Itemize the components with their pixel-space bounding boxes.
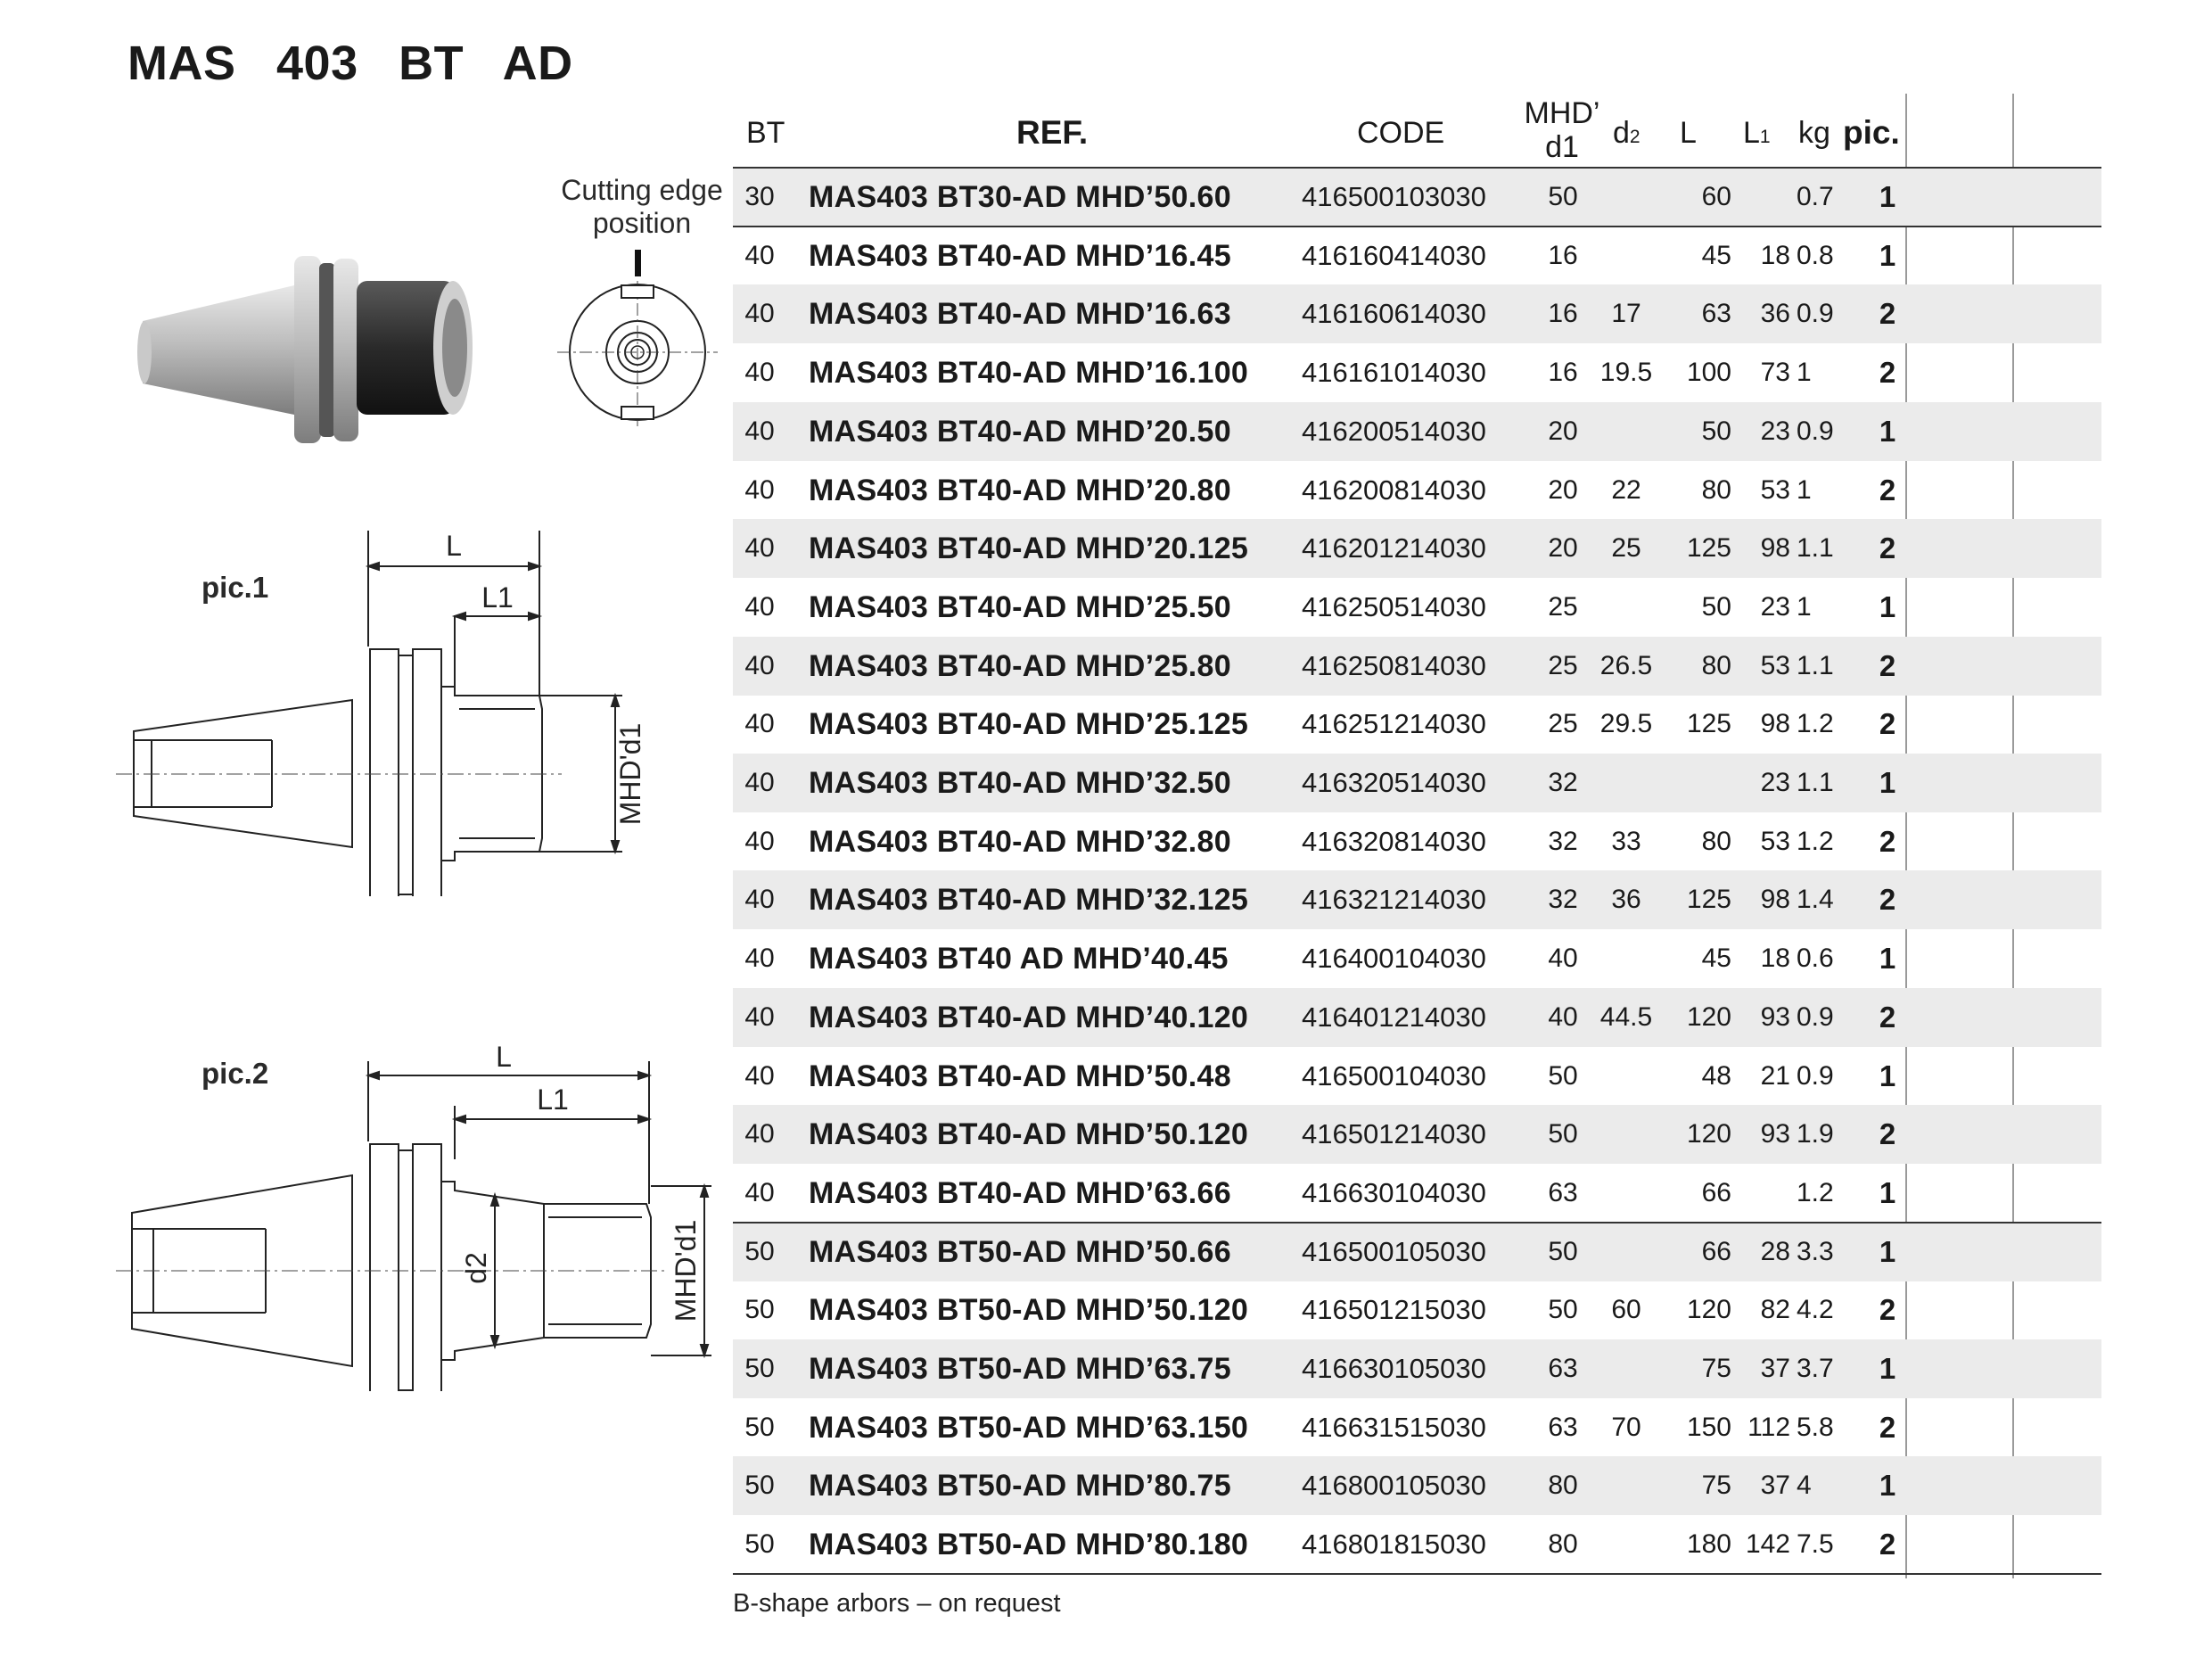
cell-bt: 40 [744, 299, 775, 329]
table-row [733, 402, 2101, 461]
cell-pic: 1 [1879, 942, 1896, 976]
cell-l1: 37 [1760, 1354, 1790, 1383]
cell-l1: 112 [1747, 1412, 1790, 1442]
cell-l1: 98 [1760, 885, 1790, 915]
cell-pic: 1 [1879, 1175, 1896, 1209]
cell-ref: MAS403 BT40-AD MHD’50.120 [809, 1117, 1249, 1152]
cell-ref: MAS403 BT40-AD MHD’16.63 [809, 297, 1231, 332]
cell-l1: 53 [1760, 474, 1790, 505]
table-row [733, 227, 2101, 285]
cell-kg: 4.2 [1797, 1295, 1834, 1325]
pic2-drawing [116, 1034, 722, 1391]
cell-code: 416200814030 [1302, 474, 1486, 506]
cell-kg: 1.2 [1797, 1177, 1834, 1207]
table-row [733, 1164, 2101, 1223]
cell-ref: MAS403 BT40-AD MHD’16.45 [809, 238, 1231, 273]
cell-ref: MAS403 BT40-AD MHD’32.125 [809, 883, 1249, 918]
cell-ref: MAS403 BT40-AD MHD’63.66 [809, 1175, 1231, 1210]
cell-ref: MAS403 BT40-AD MHD’20.50 [809, 414, 1231, 449]
table-row [733, 1339, 2101, 1398]
cell-l: 75 [1701, 1354, 1731, 1383]
cell-pic: 2 [1879, 1410, 1896, 1444]
cell-bt: 40 [744, 943, 775, 974]
table-header [733, 89, 2101, 168]
cell-ref: MAS403 BT40-AD MHD’50.48 [809, 1059, 1231, 1093]
cell-code: 416801815030 [1302, 1528, 1486, 1561]
cell-l1: 93 [1760, 1119, 1790, 1149]
table-row [733, 578, 2101, 637]
cell-l: 100 [1686, 358, 1731, 388]
header-d2-sub: 2 [1629, 127, 1640, 147]
cell-code: 416501214030 [1302, 1118, 1486, 1150]
pic2-dim-L: L [496, 1041, 512, 1073]
cell-l: 150 [1686, 1412, 1731, 1442]
cell-l1: 37 [1760, 1471, 1790, 1501]
cell-mhd: 16 [1548, 240, 1578, 270]
cell-l1: 36 [1760, 299, 1790, 329]
cell-mhd: 63 [1548, 1177, 1578, 1207]
cell-kg: 5.8 [1797, 1412, 1834, 1442]
cell-pic: 2 [1879, 1293, 1896, 1327]
cell-l1: 93 [1760, 1001, 1790, 1032]
pic2-label: pic.2 [201, 1057, 269, 1090]
pic1-dim-d1: MHD'd1 [614, 722, 646, 826]
cell-ref: MAS403 BT50-AD MHD’63.150 [809, 1410, 1249, 1445]
cell-d2: 36 [1611, 885, 1641, 915]
cell-ref: MAS403 BT50-AD MHD’80.180 [809, 1528, 1249, 1562]
cell-mhd: 16 [1548, 358, 1578, 388]
cell-ref: MAS403 BT50-AD MHD’63.75 [809, 1352, 1231, 1386]
header-l: L [1680, 116, 1697, 150]
cell-pic: 2 [1879, 883, 1896, 917]
product-table [733, 89, 2101, 1587]
cell-mhd: 20 [1548, 533, 1578, 564]
cell-kg: 0.9 [1797, 299, 1834, 329]
cell-l1: 18 [1760, 240, 1790, 270]
cell-ref: MAS403 BT40-AD MHD’25.125 [809, 707, 1249, 742]
cell-code: 416800105030 [1302, 1470, 1486, 1502]
cell-bt: 40 [744, 240, 775, 270]
cell-code: 416251214030 [1302, 708, 1486, 740]
cell-kg: 7.5 [1797, 1529, 1834, 1560]
pic1-dim-L1: L1 [481, 581, 514, 614]
cell-bt: 50 [744, 1354, 775, 1383]
cell-kg: 1.2 [1797, 709, 1834, 739]
cell-code: 416160414030 [1302, 239, 1486, 271]
cell-code: 416500105030 [1302, 1235, 1486, 1267]
cell-code: 416501215030 [1302, 1294, 1486, 1326]
cell-code: 416401214030 [1302, 1001, 1486, 1033]
cell-mhd: 32 [1548, 885, 1578, 915]
cell-l: 180 [1686, 1529, 1731, 1560]
table-row [733, 1105, 2101, 1164]
cell-l: 120 [1686, 1001, 1731, 1032]
cell-l: 50 [1701, 416, 1731, 446]
cell-d2: 60 [1611, 1295, 1641, 1325]
cell-kg: 1.1 [1797, 650, 1834, 680]
cell-bt: 40 [744, 416, 775, 446]
cell-l1: 28 [1760, 1236, 1790, 1266]
cell-ref: MAS403 BT40-AD MHD’20.125 [809, 531, 1249, 566]
cell-l1: 23 [1760, 591, 1790, 622]
table-row [733, 343, 2101, 402]
cell-pic: 2 [1879, 356, 1896, 390]
header-ref: REF. [1016, 114, 1089, 151]
cell-bt: 40 [744, 885, 775, 915]
cell-mhd: 20 [1548, 474, 1578, 505]
cell-l1: 98 [1760, 533, 1790, 564]
cell-pic: 1 [1879, 1234, 1896, 1268]
cell-l: 125 [1686, 533, 1731, 564]
cell-code: 416160614030 [1302, 298, 1486, 330]
pic2-dim-d2: d2 [460, 1252, 492, 1284]
cell-l: 66 [1701, 1236, 1731, 1266]
cell-ref: MAS403 BT40-AD MHD’16.100 [809, 356, 1249, 391]
cell-kg: 0.9 [1797, 1060, 1834, 1091]
cell-mhd: 20 [1548, 416, 1578, 446]
cell-d2: 17 [1611, 299, 1641, 329]
cell-bt: 50 [744, 1412, 775, 1442]
header-d2 [1613, 116, 1640, 151]
cell-l1: 142 [1745, 1529, 1790, 1560]
cell-mhd: 63 [1548, 1354, 1578, 1383]
cell-bt: 40 [744, 1119, 775, 1149]
cell-l1: 53 [1760, 650, 1790, 680]
cell-l: 125 [1686, 709, 1731, 739]
header-bt: BT [746, 116, 785, 150]
cell-code: 416630104030 [1302, 1176, 1486, 1208]
cell-mhd: 16 [1548, 299, 1578, 329]
cell-ref: MAS403 BT40-AD MHD’32.80 [809, 824, 1231, 859]
cell-pic: 1 [1879, 766, 1896, 799]
cell-pic: 2 [1879, 473, 1896, 507]
table-rule [733, 226, 2101, 227]
cell-pic: 1 [1879, 1059, 1896, 1092]
cell-code: 416320814030 [1302, 825, 1486, 857]
cell-ref: MAS403 BT40-AD MHD’32.50 [809, 766, 1231, 800]
table-row [733, 695, 2101, 754]
cell-l: 48 [1701, 1060, 1731, 1091]
cell-l1: 23 [1760, 768, 1790, 797]
table-row [733, 519, 2101, 578]
cell-mhd: 63 [1548, 1412, 1578, 1442]
cell-l: 80 [1701, 474, 1731, 505]
cell-kg: 4 [1797, 1471, 1812, 1501]
cell-d2: 26.5 [1599, 650, 1653, 680]
cell-code: 416320514030 [1302, 767, 1486, 798]
cell-code: 416500104030 [1302, 1059, 1486, 1092]
pic2-dim-d1: MHD'd1 [670, 1219, 702, 1322]
cell-mhd: 50 [1548, 1295, 1578, 1325]
table-row [733, 461, 2101, 520]
cell-ref: MAS403 BT40-AD MHD’20.80 [809, 473, 1231, 507]
cell-bt: 40 [744, 709, 775, 739]
cell-code: 416500103030 [1302, 181, 1486, 212]
cell-pic: 2 [1879, 707, 1896, 741]
cell-ref: MAS403 BT40-AD MHD’40.120 [809, 1000, 1249, 1034]
table-rule [733, 167, 2101, 169]
cell-bt: 40 [744, 1001, 775, 1032]
cell-pic: 1 [1879, 1469, 1896, 1503]
cell-d2: 44.5 [1599, 1001, 1653, 1032]
pic1-label: pic.1 [201, 571, 269, 604]
cell-code: 416400104030 [1302, 943, 1486, 975]
page-title: MAS 403 BT AD [127, 37, 573, 90]
cell-l: 120 [1686, 1295, 1731, 1325]
cell-l: 80 [1701, 826, 1731, 856]
pic1-drawing [116, 522, 651, 896]
table-row [733, 1281, 2101, 1339]
cell-code: 416631515030 [1302, 1411, 1486, 1443]
cell-mhd: 25 [1548, 709, 1578, 739]
header-l1-main: L [1743, 116, 1760, 150]
cell-kg: 0.9 [1797, 1001, 1834, 1032]
table-row [733, 754, 2101, 812]
cell-bt: 50 [744, 1529, 775, 1560]
header-code: CODE [1357, 116, 1445, 150]
cell-l1: 21 [1760, 1060, 1790, 1091]
cell-pic: 2 [1879, 1528, 1896, 1561]
cell-bt: 40 [744, 768, 775, 797]
table-row [733, 929, 2101, 988]
cell-kg: 1 [1797, 474, 1812, 505]
cell-mhd: 25 [1548, 650, 1578, 680]
table-row [733, 1047, 2101, 1106]
cell-code: 416250814030 [1302, 649, 1486, 681]
cell-l1: 18 [1760, 943, 1790, 974]
cell-bt: 40 [744, 1177, 775, 1207]
cell-kg: 1.4 [1797, 885, 1834, 915]
cell-pic: 1 [1879, 414, 1896, 448]
table-row [733, 988, 2101, 1047]
cell-l: 60 [1701, 182, 1731, 211]
table-row [733, 870, 2101, 929]
cell-code: 416630105030 [1302, 1353, 1486, 1384]
cell-l1: 53 [1760, 826, 1790, 856]
cell-code: 416250514030 [1302, 590, 1486, 622]
cell-mhd: 40 [1548, 943, 1578, 974]
cell-bt: 50 [744, 1295, 775, 1325]
cell-kg: 3.7 [1797, 1354, 1834, 1383]
cell-kg: 0.8 [1797, 240, 1834, 270]
cell-d2: 33 [1611, 826, 1641, 856]
cell-d2: 25 [1611, 533, 1641, 564]
cell-pic: 2 [1879, 297, 1896, 331]
cell-mhd: 50 [1548, 1119, 1578, 1149]
table-row [733, 1456, 2101, 1515]
cell-mhd: 32 [1548, 768, 1578, 797]
cell-l1: 73 [1760, 358, 1790, 388]
cell-l: 75 [1701, 1471, 1731, 1501]
cell-l1: 82 [1760, 1295, 1790, 1325]
header-mhd-top: MHD’ [1524, 96, 1600, 130]
cell-kg: 1 [1797, 591, 1812, 622]
cell-d2: 29.5 [1599, 709, 1653, 739]
cell-code: 416200514030 [1302, 415, 1486, 447]
header-l1 [1743, 116, 1771, 151]
cell-kg: 1.1 [1797, 533, 1834, 564]
header-mhd-bottom: d1 [1545, 130, 1579, 164]
table-row [733, 168, 2101, 227]
cell-pic: 1 [1879, 180, 1896, 213]
cell-bt: 40 [744, 474, 775, 505]
table-rule [733, 1573, 2101, 1575]
cell-ref: MAS403 BT50-AD MHD’50.120 [809, 1293, 1249, 1328]
cell-mhd: 50 [1548, 182, 1578, 211]
table-row [733, 284, 2101, 343]
cell-bt: 40 [744, 591, 775, 622]
cell-kg: 0.7 [1797, 182, 1834, 211]
cell-bt: 30 [744, 182, 775, 211]
cell-bt: 40 [744, 650, 775, 680]
header-pic: pic. [1843, 114, 1900, 151]
cell-mhd: 50 [1548, 1060, 1578, 1091]
cell-l1: 23 [1760, 416, 1790, 446]
cell-ref: MAS403 BT50-AD MHD’80.75 [809, 1469, 1231, 1504]
header-d2-main: d [1613, 116, 1630, 150]
cell-kg: 3.3 [1797, 1236, 1834, 1266]
cell-ref: MAS403 BT40 AD MHD’40.45 [809, 942, 1229, 976]
cell-bt: 40 [744, 826, 775, 856]
cell-l: 50 [1701, 591, 1731, 622]
table-row [733, 1515, 2101, 1574]
table-row [733, 812, 2101, 871]
cell-pic: 2 [1879, 531, 1896, 565]
cell-bt: 40 [744, 1060, 775, 1091]
cell-code: 416321214030 [1302, 884, 1486, 916]
cell-bt: 50 [744, 1236, 775, 1266]
table-row [733, 637, 2101, 696]
cell-l1: 98 [1760, 709, 1790, 739]
pic2-dim-L1: L1 [537, 1083, 569, 1116]
cell-l: 63 [1701, 299, 1731, 329]
cell-code: 416201214030 [1302, 532, 1486, 564]
cell-mhd: 32 [1548, 826, 1578, 856]
cell-mhd: 80 [1548, 1471, 1578, 1501]
cell-kg: 1.2 [1797, 826, 1834, 856]
cell-kg: 1 [1797, 358, 1812, 388]
cell-kg: 1.1 [1797, 768, 1834, 797]
cell-kg: 0.9 [1797, 416, 1834, 446]
header-kg: kg [1798, 116, 1830, 150]
cell-bt: 40 [744, 358, 775, 388]
cell-mhd: 40 [1548, 1001, 1578, 1032]
cell-d2: 70 [1611, 1412, 1641, 1442]
cell-l: 120 [1686, 1119, 1731, 1149]
cell-d2: 19.5 [1599, 358, 1653, 388]
cell-pic: 1 [1879, 238, 1896, 272]
table-rule [733, 1222, 2101, 1223]
footnote: B-shape arbors – on request [733, 1589, 1061, 1618]
cell-pic: 1 [1879, 589, 1896, 623]
cell-pic: 2 [1879, 824, 1896, 858]
cell-pic: 2 [1879, 1117, 1896, 1151]
cutting-edge-position-label: Cutting edge position [561, 174, 723, 239]
cell-ref: MAS403 BT40-AD MHD’25.50 [809, 589, 1231, 624]
cell-l: 125 [1686, 885, 1731, 915]
cell-kg: 1.9 [1797, 1119, 1834, 1149]
cell-ref: MAS403 BT50-AD MHD’50.66 [809, 1234, 1231, 1269]
front-view-drawing [553, 250, 722, 428]
cell-mhd: 25 [1548, 591, 1578, 622]
cell-pic: 2 [1879, 648, 1896, 682]
cell-d2: 22 [1611, 474, 1641, 505]
tool-holder-photo [134, 236, 508, 468]
header-l1-sub: 1 [1759, 127, 1771, 147]
cell-ref: MAS403 BT40-AD MHD’25.80 [809, 648, 1231, 683]
cell-ref: MAS403 BT30-AD MHD’50.60 [809, 180, 1231, 214]
cell-bt: 40 [744, 533, 775, 564]
table-row [733, 1223, 2101, 1281]
cell-mhd: 80 [1548, 1529, 1578, 1560]
cell-l: 45 [1701, 943, 1731, 974]
pic1-dim-L: L [446, 530, 462, 562]
cell-l: 45 [1701, 240, 1731, 270]
cell-kg: 0.6 [1797, 943, 1834, 974]
cell-l: 80 [1701, 650, 1731, 680]
cell-mhd: 50 [1548, 1236, 1578, 1266]
cell-bt: 50 [744, 1471, 775, 1501]
cell-code: 416161014030 [1302, 357, 1486, 389]
table-row [733, 1398, 2101, 1457]
cell-pic: 2 [1879, 1000, 1896, 1034]
cell-l: 66 [1701, 1177, 1731, 1207]
cell-pic: 1 [1879, 1352, 1896, 1385]
